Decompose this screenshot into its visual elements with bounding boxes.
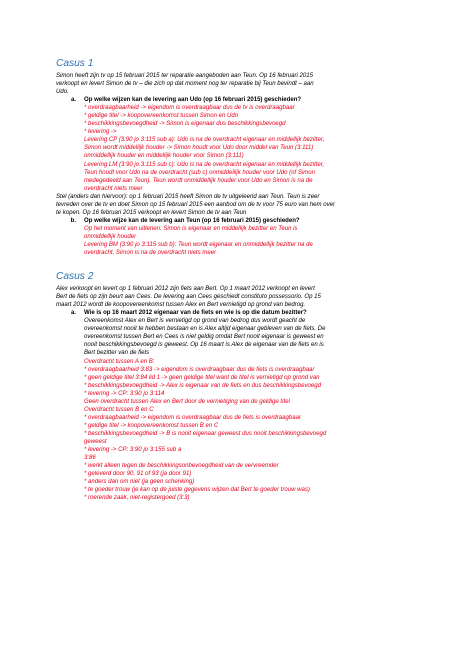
intro-line: maart 2012 wordt de koopovereenkomst tussen Alex en Bert vernietigd op grond van bedrog. <box>56 302 306 309</box>
answer-line: medegedeeld aan Teun), Teun wordt onmiddellijk houder voor Udo en Simon is na de <box>84 177 313 184</box>
answer-line: overdracht, Simon is na de overdracht niets meer <box>84 250 217 257</box>
answer-line: * levering -> CP: 3:90 jo 3:155 sub a <box>84 447 182 454</box>
casus1-question-a <box>56 96 416 104</box>
answer-line: * geldige titel -> koopovereenkomst tussen Simon en Udo <box>84 113 239 120</box>
question-letter: a. <box>70 97 76 104</box>
intro-line: Simon heeft zijn tv op 15 februari 2015 ter reparatie aangeboden aan Teun. Op 16 februari 2015 <box>56 73 313 79</box>
answer-line: * te goeder trouw (je kan op de juiste gegevens wijzen dat Bert te goeder trouw was) <box>84 487 310 494</box>
answer-line: overeenkomst tussen Bert en Cees is niet geldig omdat Bert nooit eigenaar is geweest en <box>84 334 324 341</box>
answer-line: * geen geldige titel 3:84 lid 1 -> geen geldige titel want de titel is vernietigd op grond van <box>84 374 320 381</box>
question-text: Wie is op 16 maart 2012 eigenaar van de fiets en wie is op die datum bezitter? <box>84 310 307 317</box>
answer-line: * werkt alleen tegen de beschikkingsonbevoegdheid van de vervreemder <box>84 463 279 470</box>
answer-line: Levering LM (3:90 jo 3:115 sub c): Udo is na de overdracht eigenaar en middellijk bezitter, <box>84 161 325 168</box>
answer-line: * levering -> <box>84 129 117 136</box>
stel-line: Stel (anders dan hiervoor): op 1 februari 2015 heeft Simon de tv uitgeleend aan Teun. Teun is zeer <box>56 193 320 200</box>
answer-line: Geen overdracht tussen Alex en Bert door de vernietiging van de geldige titel <box>84 398 290 405</box>
document-page <box>56 58 416 502</box>
answer-line: * geldige titel -> koopovereenkomst tussen B en C <box>84 422 219 429</box>
answer-line: overdracht niets meer <box>84 185 143 192</box>
casus2-intro <box>56 285 416 309</box>
intro-line: Bert de fiets op zijn beurt aan Cees. De levering aan Cees geschiedt constituto possessorio. Op 15 <box>56 294 321 301</box>
casus1-stel <box>56 193 416 217</box>
answer-line: * roerende zaak, niet-registergoed (3:3) <box>84 495 190 502</box>
answer-line: * beschikkingsbevoegdheid -> Simon is eigenaar dus beschikkingsbevoegd <box>84 121 286 128</box>
casus1-heading: Casus 1 <box>56 58 94 69</box>
casus1-answer-a <box>84 104 416 193</box>
question-text: Op welke wijze kan de levering aan Teun (op 16 februari 2015) geschieden? <box>84 217 300 224</box>
casus2-question-a <box>56 309 416 317</box>
question-letter: b. <box>70 217 76 224</box>
answer-line: Levering CP (3:90 jo 3:115 sub a): Udo is na de overdracht eigenaar en middellijk bezitter, <box>84 137 325 144</box>
answer-line: * overdraagbaarheid 3:83 -> eigendom is overdraagbaar dus de fiets is overdraagbaar <box>84 366 315 373</box>
answer-line: Overdracht tussen A en B: <box>84 358 155 365</box>
answer-line: overeenkomst nooit te hebben bestaan en is Alex altijd eigenaar gebleven van de fiets. De <box>84 326 326 333</box>
answer-line: onmiddellijk houder en middellijk houder voor Simon (3:111) <box>84 153 244 160</box>
answer-line: onmiddellijk houder <box>84 233 137 240</box>
intro-line: Alex verkoopt en levert op 1 februari 2012 zijn fiets aan Bert. Op 1 maart 2012 verkoopt en levert <box>56 286 315 293</box>
answer-line: * levering -> CP: 3:90 jo 3:114 <box>84 390 165 397</box>
intro-line: verkoopt en levert Simon de tv – die zich op dat moment nog ter reparatie bij Teun bevindt – aan <box>56 81 314 88</box>
answer-line: Overeenkomst Alex en Bert is vernietigd op grond van bedrog dus wordt geacht de <box>84 318 306 325</box>
casus2-answer-a-analysis <box>84 358 416 503</box>
answer-line: * beschikkingsbevoegdheid -> Alex is eigenaar van de fiets en dus beschikkingsbevoegd <box>84 382 321 389</box>
casus1-intro <box>56 72 416 96</box>
question-text: Op welke wijzen kan de levering aan Udo (op 16 februari 2015) geschieden? <box>84 97 302 104</box>
answer-line: geweest <box>84 438 107 445</box>
answer-line: * overdraagbaarheid -> eigendom is overdraagbaar dus de tv is overdraagbaar <box>84 105 295 112</box>
casus2-answer-a-text <box>84 317 416 357</box>
answer-line: Simon wordt middellijk houder -> Simon houdt voor Udo door middel van Teun (3:111) <box>84 145 314 152</box>
stel-line: tevreden over de tv en doet Simon op 15 februari 2015 een aanbod om de tv voor 75 euro van hem over <box>56 201 336 208</box>
answer-line: Op het moment van uitlenen: Simon is eigenaar en middellijk bezitter en Teun is <box>84 225 298 232</box>
answer-line: * anders dan om niet (ja geen schenking) <box>84 479 195 486</box>
answer-line: nooit beschikkingsbevoegd is geweest. Op 16 maart is Alex de eigenaar van de fiets en is <box>84 342 324 349</box>
question-letter: a. <box>70 310 76 317</box>
stel-line: te kopen. Op 16 februari 2015 verkoopt en levert Simon de tv aan Teun <box>56 209 247 216</box>
answer-line: Overdracht tussen B en C <box>84 406 154 413</box>
intro-line: Udo. <box>56 89 69 96</box>
casus2-heading: Casus 2 <box>56 271 94 283</box>
casus1-answer-b <box>84 225 416 257</box>
answer-line: Bert bezitter van de fiets <box>84 350 150 357</box>
answer-line: Levering BM (3:90 jo 3:115 sub b): Teun wordt eigenaar en onmiddellijk bezitter na de <box>84 241 313 248</box>
casus1-question-b <box>56 217 416 225</box>
answer-line: * overdraagbaarheid -> eigendom is overdraagbaar dus de fiets is overdraagbaar <box>84 414 301 421</box>
answer-line: 3:86 <box>84 455 96 462</box>
answer-line: Teun houdt voor Udo na de overdracht (sub c) onmiddellijk houder voor Udo (of Simon <box>84 169 316 176</box>
answer-line: * beschikkingsbevoegdheid -> B is nooit eigenaar geweest dus nooit beschikkingsbevoegd <box>84 430 327 437</box>
answer-line: * geleverd door 90, 91 of 93 (ja door 91) <box>84 471 192 478</box>
